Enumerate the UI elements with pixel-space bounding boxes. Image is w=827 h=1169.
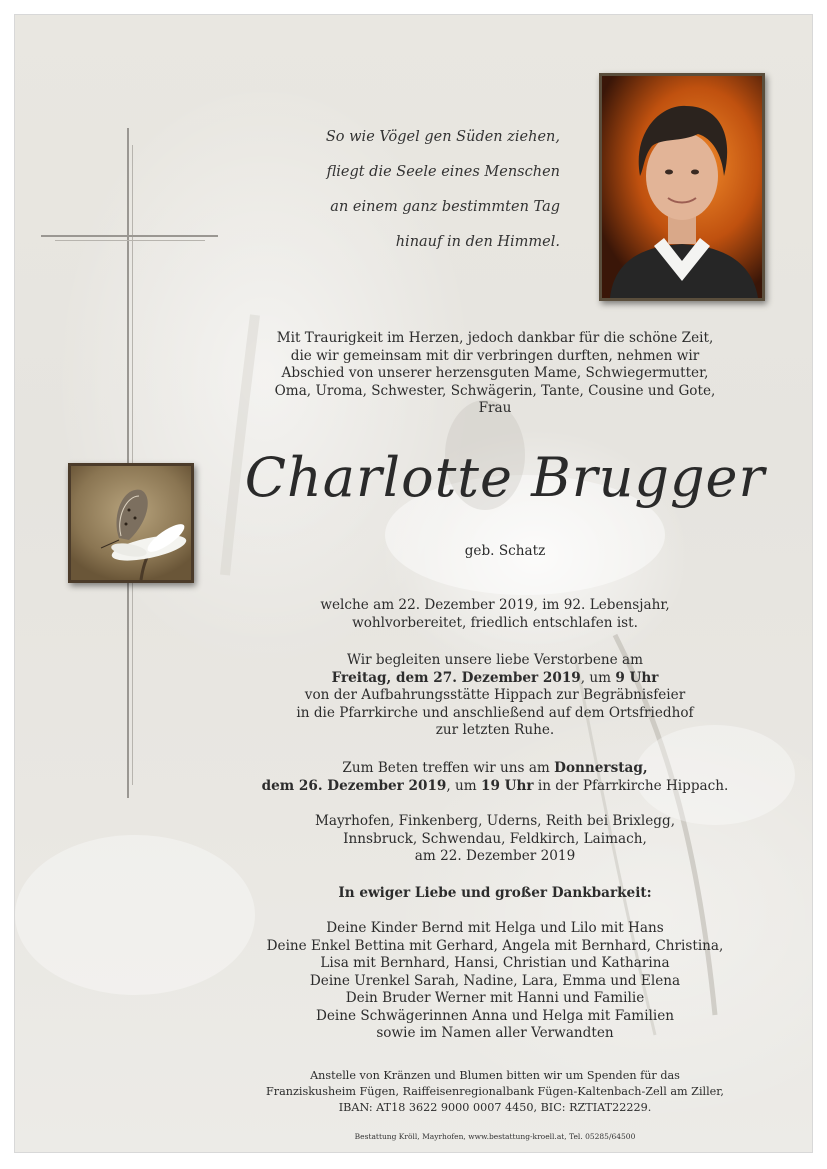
poem-line: hinauf in den Himmel. xyxy=(395,234,560,250)
ceremony-time: 9 Uhr xyxy=(615,669,659,686)
death-text xyxy=(245,597,745,632)
intro-text xyxy=(245,330,745,418)
family-line: Deine Kinder Bernd mit Helga und Lilo mit Hans xyxy=(326,920,664,936)
poem xyxy=(265,120,560,260)
ceremony-text xyxy=(245,652,745,740)
intro-line: Oma, Uroma, Schwester, Schwägerin, Tante, Cousine und Gote, xyxy=(274,382,716,399)
place-date-text xyxy=(245,813,745,866)
family-line: sowie im Namen aller Verwandten xyxy=(376,1025,614,1041)
intro-line: Mit Traurigkeit im Herzen, jedoch dankbar für die schöne Zeit, xyxy=(276,330,714,346)
ceremony-line: zur letzten Ruhe. xyxy=(435,722,555,738)
prayer-intro: Zum Beten treffen wir uns am xyxy=(342,760,555,776)
poem-line: an einem ganz bestimmten Tag xyxy=(330,199,560,215)
prayer-text xyxy=(245,760,745,795)
prayer-separator: , um xyxy=(446,777,481,794)
cross-horizontal-line-inner xyxy=(55,240,205,241)
place-line: am 22. Dezember 2019 xyxy=(414,848,576,864)
prayer-line xyxy=(245,760,745,778)
poem-line: So wie Vögel gen Süden ziehen, xyxy=(325,129,560,145)
family-line: Deine Schwägerinnen Anna und Helga mit Familien xyxy=(315,1007,675,1024)
family-line: Deine Enkel Bettina mit Gerhard, Angela mit Bernhard, Christina, xyxy=(266,937,724,954)
cross-horizontal-line xyxy=(41,235,218,237)
prayer-location: in der Pfarrkirche Hippach. xyxy=(533,777,729,794)
ceremony-separator: , um xyxy=(580,669,616,686)
deceased-name: Charlotte Brugger xyxy=(244,446,766,509)
intro-line: Frau xyxy=(478,400,512,416)
prayer-line xyxy=(245,778,745,796)
family-line: Lisa mit Bernhard, Hansi, Christian und Katharina xyxy=(320,955,670,971)
deceased-name-script xyxy=(244,430,766,520)
intro-line: Abschied von unserer herzensguten Mame, Schwiegermutter, xyxy=(281,365,709,381)
family-list xyxy=(245,920,745,1043)
donation-line: Anstelle von Kränzen und Blumen bitten wir um Spenden für das xyxy=(310,1069,680,1082)
intro-line: die wir gemeinsam mit dir verbringen durften, nehmen wir xyxy=(290,347,700,364)
ceremony-line: Wir begleiten unsere liebe Verstorbene am xyxy=(347,652,643,668)
butterfly-image xyxy=(68,463,194,583)
death-line: welche am 22. Dezember 2019, im 92. Lebensjahr, xyxy=(320,597,670,613)
prayer-time: 19 Uhr xyxy=(480,777,534,794)
death-line: wohlvorbereitet, friedlich entschlafen ist. xyxy=(352,614,638,631)
portrait-photo xyxy=(599,73,765,301)
donation-note xyxy=(245,1068,745,1116)
donation-line: Franziskusheim Fügen, Raiffeisenregionalbank Fügen-Kaltenbach-Zell am Ziller, xyxy=(266,1085,724,1098)
prayer-weekday: Donnerstag, xyxy=(554,760,648,776)
ceremony-line: in die Pfarrkirche und anschließend auf dem Ortsfriedhof xyxy=(296,704,694,721)
funeral-home-footer: Bestattung Kröll, Mayrhofen, www.bestattung-kroell.at, Tel. 05285/64500 xyxy=(354,1132,636,1141)
ceremony-date: Freitag, dem 27. Dezember 2019 xyxy=(331,669,581,686)
obituary-sheet xyxy=(14,14,813,1153)
ceremony-date-line xyxy=(245,670,745,688)
family-line: Dein Bruder Werner mit Hanni und Familie xyxy=(345,990,645,1006)
place-line: Mayrhofen, Finkenberg, Uderns, Reith bei Brixlegg, xyxy=(314,813,676,829)
birth-name: geb. Schatz xyxy=(464,543,546,559)
love-heading: In ewiger Liebe und großer Dankbarkeit: xyxy=(338,885,652,901)
ceremony-line: von der Aufbahrungsstätte Hippach zur Begräbnisfeier xyxy=(304,687,686,703)
place-line: Innsbruck, Schwendau, Feldkirch, Laimach, xyxy=(343,830,647,847)
family-line: Deine Urenkel Sarah, Nadine, Lara, Emma und Elena xyxy=(309,972,681,989)
donation-line: IBAN: AT18 3622 9000 0007 4450, BIC: RZTIAT22229. xyxy=(338,1101,652,1114)
prayer-date: dem 26. Dezember 2019 xyxy=(261,777,447,794)
poem-line: fliegt die Seele eines Menschen xyxy=(326,164,560,180)
